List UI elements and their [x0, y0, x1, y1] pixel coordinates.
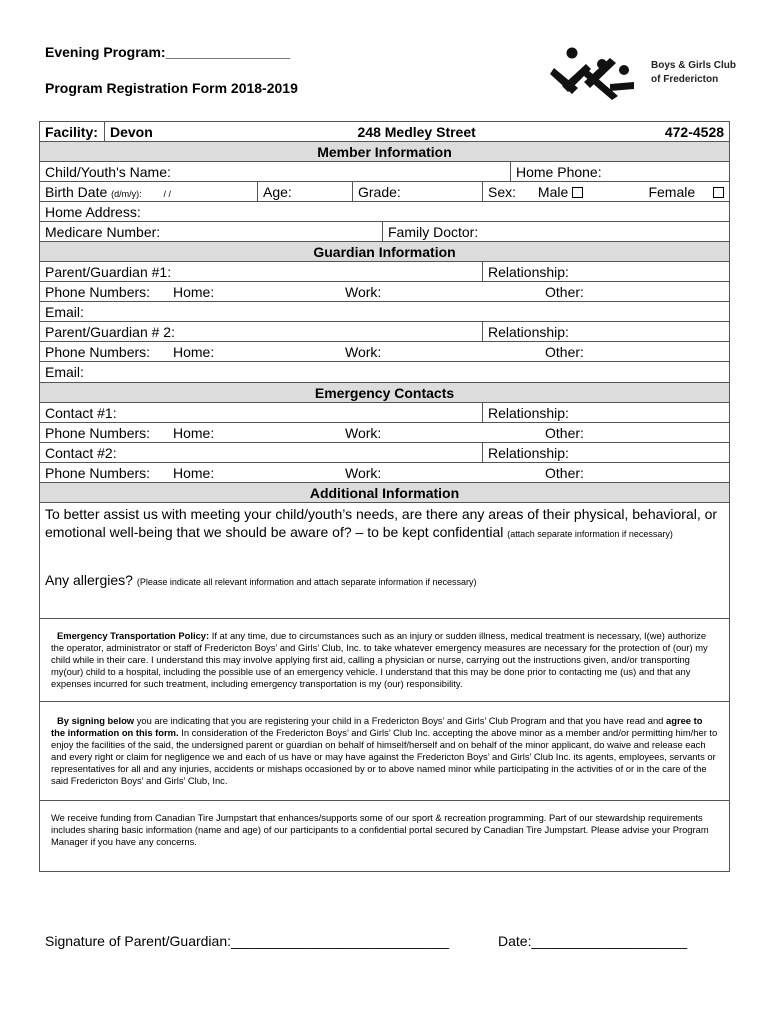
work-label: Work: — [345, 343, 382, 360]
form-title: Program Registration Form 2018-2019 — [45, 80, 298, 96]
home-phone-field[interactable]: Home Phone: — [511, 162, 730, 182]
consent-lead: By signing below — [57, 715, 135, 726]
female-option — [620, 182, 730, 202]
consent-text: In consideration of the Fredericton Boys’ and Girls’ Club Inc. accepting the above minor as a member and/or permitting him/her to enjoy the facilities of the said, the undersigned parent or guardian on behalf of himself/herself and on behalf of the minor applicant, do waive and release each and every right or claim for negligence we and each of us have or may have against the Fredericton Boys’ and Girls’ Club Inc. its agents, employees, servants or representatives for all and any injuries, accidents or mishaps occasioned by or to above named minor while participating in the activities of or in the care of the said Fredericton Boys’ and Girls’ Club, Inc. — [51, 727, 718, 786]
other-label: Other: — [545, 343, 584, 360]
emergency-policy-box — [40, 619, 730, 702]
member-info-heading: Member Information — [40, 142, 730, 162]
grade-field[interactable]: Grade: — [353, 182, 483, 202]
other-label: Other: — [545, 283, 584, 300]
medicare-field[interactable]: Medicare Number: — [40, 222, 383, 242]
emergency-policy-paragraph — [51, 630, 718, 690]
phone-numbers-label: Phone Numbers: — [45, 424, 151, 441]
signature-line[interactable]: Signature of Parent/Guardian:____________________________ — [45, 933, 450, 949]
contact1-phones-row[interactable] — [40, 423, 730, 443]
home-address-field[interactable]: Home Address: — [40, 202, 730, 222]
consent-paragraph — [51, 715, 718, 787]
guardian1-field[interactable]: Parent/Guardian #1: — [40, 262, 483, 282]
guardian2-field[interactable]: Parent/Guardian # 2: — [40, 322, 483, 342]
consent-box — [40, 702, 730, 801]
allergies-note: (Please indicate all relevant information and attach separate information if necessary) — [136, 577, 477, 587]
birth-date-format: (d/m/y): — [111, 188, 142, 199]
funding-text: We receive funding from Canadian Tire Jumpstart that enhances/supports some of our sport & recreation programming. Part of our stewardship requirements includes sharing basic information (name and age) of our participants to a confidential portal secured by Canadian Tire Jumpstart. Please advise your Program Manager if you have any concerns. — [51, 812, 709, 847]
contact1-relationship-field[interactable]: Relationship: — [483, 403, 730, 423]
guardian1-phones-row[interactable] — [40, 282, 730, 302]
policy-text: If at any time, due to circumstances such as an injury or sudden illness, medical treatment is necessary, I(we) authorize the operator, administrator or staff of Fredericton Boys’ and Girls’ Club, Inc. to take whatever emergency measures are necessary for the protection of (our) my child while in their care. I understand this may involve applying first aid, calling a physician or nurse, carrying out the instructions given, and/or transporting my(our) child to a hospital, including the possible use of an emergency vehicle. I understand that this may be done prior to contacting me (us) and that any expenses incurred for such treatment, including emergency transportation is my (our) responsibility. — [51, 630, 708, 689]
sex-field — [483, 182, 620, 202]
allergies-label: Any allergies? — [45, 572, 133, 588]
registration-form-table — [39, 121, 730, 872]
age-field[interactable]: Age: — [258, 182, 353, 202]
guardian2-phones-row[interactable] — [40, 342, 730, 362]
guardian1-email-field[interactable]: Email: — [40, 302, 730, 322]
phone-numbers-label: Phone Numbers: — [45, 343, 151, 360]
facility-phone: 472-4528 — [543, 122, 730, 142]
guardian2-relationship-field[interactable]: Relationship: — [483, 322, 730, 342]
needs-question-note: (attach separate information if necessary) — [507, 529, 673, 539]
child-name-field[interactable]: Child/Youth's Name: — [40, 162, 511, 182]
guardian-info-heading: Guardian Information — [40, 242, 730, 262]
work-label: Work: — [345, 424, 382, 441]
evening-program-line: Evening Program:________________ — [45, 44, 291, 60]
male-checkbox[interactable] — [572, 187, 583, 198]
consent-agree: agree to the information on this form. — [51, 715, 703, 738]
org-name-line1: Boys & Girls Club — [651, 60, 737, 71]
phone-numbers-label: Phone Numbers: — [45, 283, 151, 300]
home-label: Home: — [173, 464, 215, 481]
club-logo-icon — [548, 44, 640, 102]
guardian1-relationship-field[interactable]: Relationship: — [483, 262, 730, 282]
other-label: Other: — [545, 424, 584, 441]
policy-title: Emergency Transportation Policy: — [57, 630, 210, 641]
additional-info-heading: Additional Information — [40, 483, 730, 503]
contact2-phones-row[interactable] — [40, 463, 730, 483]
consent-mid: you are indicating that you are registering your child in a Fredericton Boys’ and Girls’ Club Program and that you have read and — [136, 715, 664, 726]
date-line[interactable]: Date:____________________ — [498, 933, 688, 949]
female-checkbox[interactable] — [713, 187, 724, 198]
emergency-contacts-heading: Emergency Contacts — [40, 383, 730, 403]
birth-date-field[interactable] — [40, 182, 258, 202]
org-name-line2: of Fredericton — [651, 74, 719, 85]
funding-box — [40, 801, 730, 872]
other-label: Other: — [545, 464, 584, 481]
work-label: Work: — [345, 283, 382, 300]
needs-question-line1: To better assist us with meeting your child/youth’s needs, are there any areas of their physical, behavioral, or — [45, 506, 718, 522]
contact2-field[interactable]: Contact #2: — [40, 443, 483, 463]
phone-numbers-label: Phone Numbers: — [45, 464, 151, 481]
facility-label: Facility: — [40, 122, 105, 142]
home-label: Home: — [173, 283, 215, 300]
family-doctor-field[interactable]: Family Doctor: — [383, 222, 730, 242]
home-label: Home: — [173, 424, 215, 441]
needs-question-line2: emotional well-being that we should be aware of? – to be kept confidential — [45, 524, 504, 540]
facility-address: 248 Medley Street — [353, 122, 543, 142]
guardian2-email-field[interactable]: Email: — [40, 362, 730, 383]
facility-name: Devon — [105, 122, 353, 142]
male-label: Male — [537, 183, 569, 200]
birth-date-slashes: / / — [163, 188, 172, 199]
birth-date-label: Birth Date — [45, 183, 108, 200]
home-label: Home: — [173, 343, 215, 360]
additional-info-field[interactable] — [40, 503, 730, 619]
female-label: Female — [648, 183, 696, 200]
contact2-relationship-field[interactable]: Relationship: — [483, 443, 730, 463]
work-label: Work: — [345, 464, 382, 481]
contact1-field[interactable]: Contact #1: — [40, 403, 483, 423]
sex-label: Sex: — [488, 183, 517, 200]
